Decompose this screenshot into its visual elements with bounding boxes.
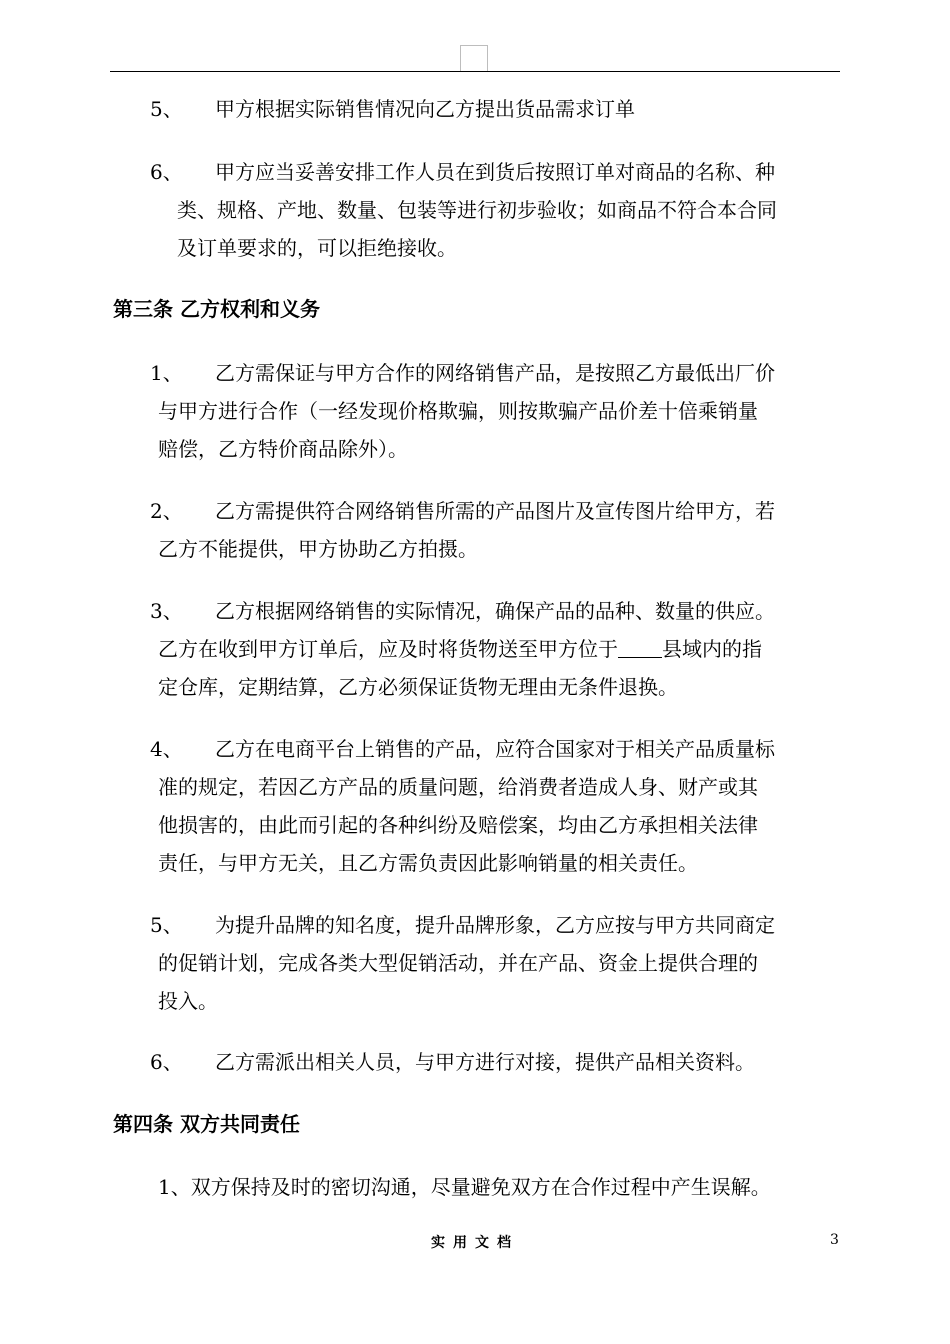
item-line: 乙方根据网络销售的实际情况，确保产品的品种、数量的供应。 xyxy=(215,599,775,623)
item-line-part: 乙方在收到甲方订单后，应及时将货物送至甲方位于 xyxy=(158,637,618,661)
page-number: 3 xyxy=(830,1232,839,1248)
header-rule xyxy=(110,71,840,72)
article-heading: 第四条 双方共同责任 xyxy=(113,1112,300,1136)
item-number: 6、 xyxy=(150,1050,183,1074)
item-line: 甲方根据实际销售情况向乙方提出货品需求订单 xyxy=(215,97,635,121)
fill-in-blank xyxy=(618,637,662,658)
item-number: 2、 xyxy=(150,499,183,523)
item-line: 为提升品牌的知名度，提升品牌形象，乙方应按与甲方共同商定 xyxy=(215,913,775,937)
item-line: 乙方在电商平台上销售的产品，应符合国家对于相关产品质量标 xyxy=(215,737,775,761)
item-line: 投入。 xyxy=(158,989,218,1013)
article-heading: 第三条 乙方权利和义务 xyxy=(113,297,320,321)
item-number: 6、 xyxy=(150,160,183,184)
item-line: 定仓库，定期结算，乙方必须保证货物无理由无条件退换。 xyxy=(158,675,678,699)
item-line: 与甲方进行合作（一经发现价格欺骗，则按欺骗产品价差十倍乘销量 xyxy=(158,399,758,423)
item-line: 赔偿，乙方特价商品除外）。 xyxy=(158,437,408,461)
item-line: 乙方不能提供，甲方协助乙方拍摄。 xyxy=(158,537,478,561)
item-line: 他损害的，由此而引起的各种纠纷及赔偿案，均由乙方承担相关法律 xyxy=(158,813,758,837)
item-line: 乙方需派出相关人员，与甲方进行对接，提供产品相关资料。 xyxy=(215,1050,755,1074)
item-line: 的促销计划，完成各类大型促销活动，并在产品、资金上提供合理的 xyxy=(158,951,758,975)
item-line: 1、双方保持及时的密切沟通，尽量避免双方在合作过程中产生误解。 xyxy=(158,1175,771,1199)
item-line: 及订单要求的，可以拒绝接收。 xyxy=(177,236,457,260)
item-line: 乙方需提供符合网络销售所需的产品图片及宣传图片给甲方，若 xyxy=(215,499,775,523)
item-line-part: 县域内的指 xyxy=(662,637,762,661)
item-line: 甲方应当妥善安排工作人员在到货后按照订单对商品的名称、种 xyxy=(215,160,775,184)
footer-label: 实用文档 xyxy=(431,1235,519,1251)
item-line-with-blank xyxy=(158,631,762,667)
item-number: 3、 xyxy=(150,599,183,623)
item-number: 4、 xyxy=(150,737,183,761)
item-line: 乙方需保证与甲方合作的网络销售产品，是按照乙方最低出厂价 xyxy=(215,361,775,385)
item-number: 5、 xyxy=(150,913,183,937)
header-decoration xyxy=(460,45,488,71)
item-number: 1、 xyxy=(150,361,183,385)
item-number: 5、 xyxy=(150,97,183,121)
item-line: 责任，与甲方无关，且乙方需负责因此影响销量的相关责任。 xyxy=(158,851,698,875)
item-line: 准的规定，若因乙方产品的质量问题，给消费者造成人身、财产或其 xyxy=(158,775,758,799)
item-line: 类、规格、产地、数量、包装等进行初步验收；如商品不符合本合同 xyxy=(177,198,777,222)
